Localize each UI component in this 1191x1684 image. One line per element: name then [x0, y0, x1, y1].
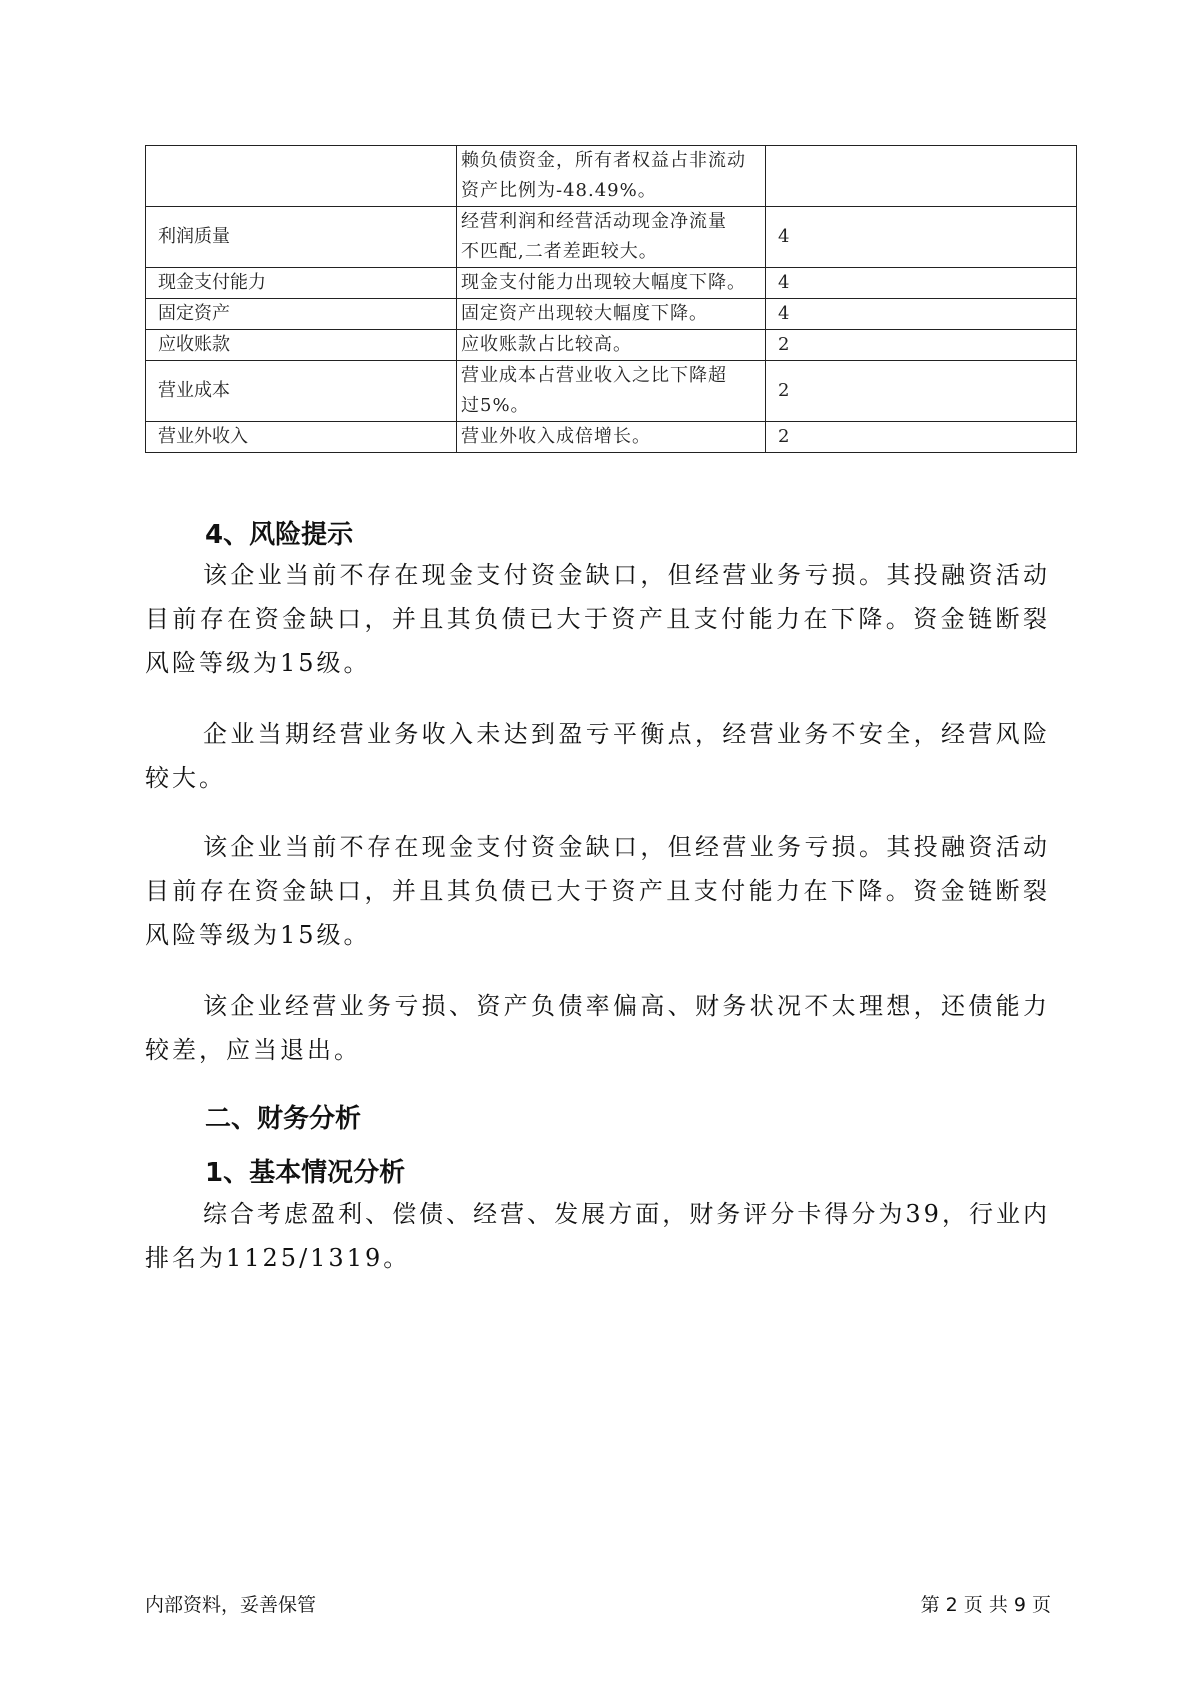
basic-analysis-paragraph: 综合考虑盈利、偿债、经营、发展方面，财务评分卡得分为39，行业内排名为1125/1319。 — [145, 1200, 1050, 1272]
table-row — [146, 268, 1077, 299]
indicator-name: 应收账款 — [146, 330, 457, 361]
indicator-description: 应收账款占比较高。 — [457, 330, 766, 361]
basic-analysis-heading: 1、基本情况分析 — [205, 1158, 406, 1188]
table-row — [146, 207, 1077, 268]
indicator-score: 2 — [766, 361, 1077, 422]
indicator-description: 营业外收入成倍增长。 — [457, 422, 766, 453]
indicator-score: 2 — [766, 330, 1077, 361]
indicator-score: 2 — [766, 422, 1077, 453]
indicator-name: 利润质量 — [146, 207, 457, 268]
table-row — [146, 146, 1077, 207]
table-row — [146, 422, 1077, 453]
risk-paragraph: 该企业经营业务亏损、资产负债率偏高、财务状况不太理想，还债能力较差，应当退出。 — [145, 992, 1050, 1064]
indicator-description: 现金支付能力出现较大幅度下降。 — [457, 268, 766, 299]
indicator-description: 经营利润和经营活动现金净流量 不匹配,二者差距较大。 — [457, 207, 766, 268]
risk-section-heading: 4、风险提示 — [205, 520, 354, 550]
indicator-name: 营业外收入 — [146, 422, 457, 453]
table-row — [146, 330, 1077, 361]
table-row — [146, 361, 1077, 422]
indicator-name: 营业成本 — [146, 361, 457, 422]
risk-paragraph: 该企业当前不存在现金支付资金缺口，但经营业务亏损。其投融资活动目前存在资金缺口，并且其负债已大于资产且支付能力在下降。资金链断裂风险等级为15级。 — [145, 833, 1050, 949]
indicator-name — [146, 146, 457, 207]
indicator-score: 4 — [766, 207, 1077, 268]
indicator-name: 固定资产 — [146, 299, 457, 330]
indicator-score: 4 — [766, 268, 1077, 299]
risk-paragraph: 企业当期经营业务收入未达到盈亏平衡点，经营业务不安全，经营风险较大。 — [145, 720, 1050, 792]
indicator-score: 4 — [766, 299, 1077, 330]
finance-section-heading: 二、财务分析 — [205, 1104, 362, 1134]
table-row — [146, 299, 1077, 330]
confidential-note: 内部资料，妥善保管 — [145, 1594, 317, 1616]
indicator-score — [766, 146, 1077, 207]
indicator-description: 赖负债资金，所有者权益占非流动 资产比例为-48.49%。 — [457, 146, 766, 207]
page-number: 第 2 页 共 9 页 — [920, 1594, 1051, 1616]
indicator-name: 现金支付能力 — [146, 268, 457, 299]
risk-indicator-table — [145, 145, 1077, 453]
risk-paragraph: 该企业当前不存在现金支付资金缺口，但经营业务亏损。其投融资活动目前存在资金缺口，并且其负债已大于资产且支付能力在下降。资金链断裂风险等级为15级。 — [145, 561, 1050, 677]
indicator-description: 固定资产出现较大幅度下降。 — [457, 299, 766, 330]
indicator-description: 营业成本占营业收入之比下降超 过5%。 — [457, 361, 766, 422]
